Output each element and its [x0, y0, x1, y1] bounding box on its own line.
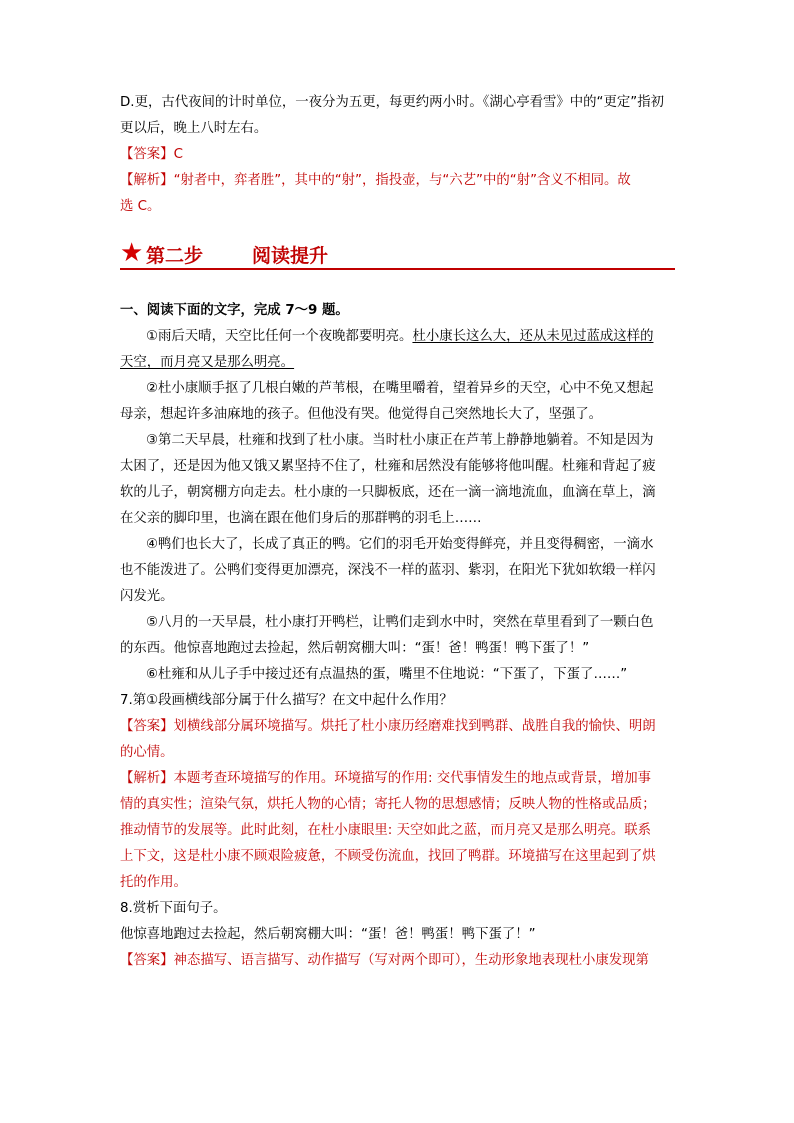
- paragraph-6-line-1: ⑥杜雍和从儿子手中接过还有点温热的蛋，嘴里不住地说：“下蛋了，下蛋了……”: [146, 667, 628, 682]
- q8-sentence: 他惊喜地跑过去捡起，然后朝窝棚大叫：“蛋！爸！鸭蛋！鸭下蛋了！”: [120, 927, 536, 942]
- analysis-line-1: [120, 168, 675, 194]
- q8-answer-line-1: 【答案】神态描写、语言描写、动作描写（写对两个即可），生动形象地表现杜小康发现第: [120, 953, 649, 968]
- question-7: 7.第①段画横线部分属于什么描写？在文中起什么作用？: [120, 693, 453, 708]
- q7-analysis-line-1: 【解析】本题考查环境描写的作用。环境描写的作用: 交代事情发生的地点或背景，增加事: [120, 771, 651, 786]
- paragraph-2-line-1: ②杜小康顺手抠了几根白嫩的芦苇根，在嘴里嚼着，望着异乡的天空，心中不免又想起: [146, 381, 654, 396]
- q7-answer-line-2: 的心情。: [120, 745, 174, 760]
- p1-plain: ①雨后天晴，天空比任何一个夜晚都要明亮。: [146, 329, 413, 344]
- option-d-line-2: 更以后，晚上八时左右。: [120, 121, 268, 136]
- paragraph-4-line-1: ④鸭们也长大了，长成了真正的鸭。它们的羽毛开始变得鲜亮，并且变得稠密，一滴水: [146, 537, 654, 552]
- q7-answer-line-1: 【答案】划横线部分属环境描写。烘托了杜小康历经磨难找到鸭群、战胜自我的愉快、明朗: [120, 719, 656, 734]
- q7-analysis-line-2: 情的真实性；渲染气氛，烘托人物的心情；寄托人物的思想感情；反映人物的性格或品质；: [120, 797, 656, 812]
- analysis-label: 【解析】: [120, 173, 174, 188]
- heading-rule: [120, 268, 675, 270]
- answer-value: C: [173, 147, 183, 162]
- answer-line: [120, 142, 675, 168]
- paragraph-1-line-2: [120, 350, 675, 376]
- option-d-line-1: D.更，古代夜间的计时单位，一夜分为五更，每更约两小时。《湖心亭看雪》中的“更定”指初: [120, 95, 664, 110]
- paragraph-2-line-2: 母亲，想起许多油麻地的孩子。但他没有哭。他觉得自己突然地长大了，坚强了。: [120, 407, 603, 422]
- paragraph-3-line-3: 软的儿子，朝窝棚方向走去。杜小康的一只脚板底，还在一滴一滴地流血，血滴在草上，滴: [120, 485, 656, 500]
- q7-analysis-line-4: 上下文，这是杜小康不顾艰险疲惫，不顾受伤流血，找回了鸭群。环境描写在这里起到了烘: [120, 849, 656, 864]
- heading-title: 阅读提升: [252, 245, 329, 267]
- paragraph-5-line-2: 的东西。他惊喜地跑过去捡起，然后朝窝棚大叫：“蛋！爸！鸭蛋！鸭下蛋了！”: [120, 641, 590, 656]
- paragraph-3-line-4: 在父亲的脚印里，也滴在跟在他们身后的那群鸭的羽毛上……: [120, 511, 482, 526]
- paragraph-4-line-3: 闪发光。: [120, 589, 174, 604]
- paragraph-4-line-2: 也不能泼进了。公鸭们变得更加漂亮，深浅不一样的蓝羽、紫羽，在阳光下犹如软缎一样闪: [120, 563, 656, 578]
- question-8: 8.赏析下面句子。: [120, 901, 227, 916]
- q7-analysis-line-5: 托的作用。: [120, 875, 187, 890]
- section-heading: [120, 238, 675, 272]
- star-icon: ★: [120, 238, 144, 268]
- q7-analysis-line-3: 推动情节的发展等。此时此刻，在杜小康眼里: 天空如此之蓝，而月亮又是那么明亮。联系: [120, 823, 651, 838]
- analysis-text-1: “射者中，弈者胜”，其中的“射”，指投壶，与“六艺”中的“射”含义不相同。故: [173, 173, 631, 188]
- p1-underlined-cont: 天空，而月亮又是那么明亮。: [120, 355, 295, 370]
- paragraph-5-line-1: ⑤八月的一天早晨，杜小康打开鸭栏，让鸭们走到水中时，突然在草里看到了一颗白色: [146, 615, 654, 630]
- paragraph-3-line-1: ③第二天早晨，杜雍和找到了杜小康。当时杜小康正在芦苇上静静地躺着。不知是因为: [146, 433, 654, 448]
- section-intro: 一、阅读下面的文字，完成 7～9 题。: [120, 303, 349, 318]
- heading-step: 第二步: [146, 245, 204, 267]
- paragraph-1-line-1: [120, 324, 701, 350]
- answer-label: 【答案】: [120, 147, 174, 162]
- analysis-line-2: 选 C。: [120, 199, 161, 214]
- p1-underlined: 杜小康长这么大，还从未见过蓝成这样的: [412, 329, 654, 344]
- paragraph-3-line-2: 太困了，还是因为他又饿又累坚持不住了，杜雍和居然没有能够将他叫醒。杜雍和背起了疲: [120, 459, 656, 474]
